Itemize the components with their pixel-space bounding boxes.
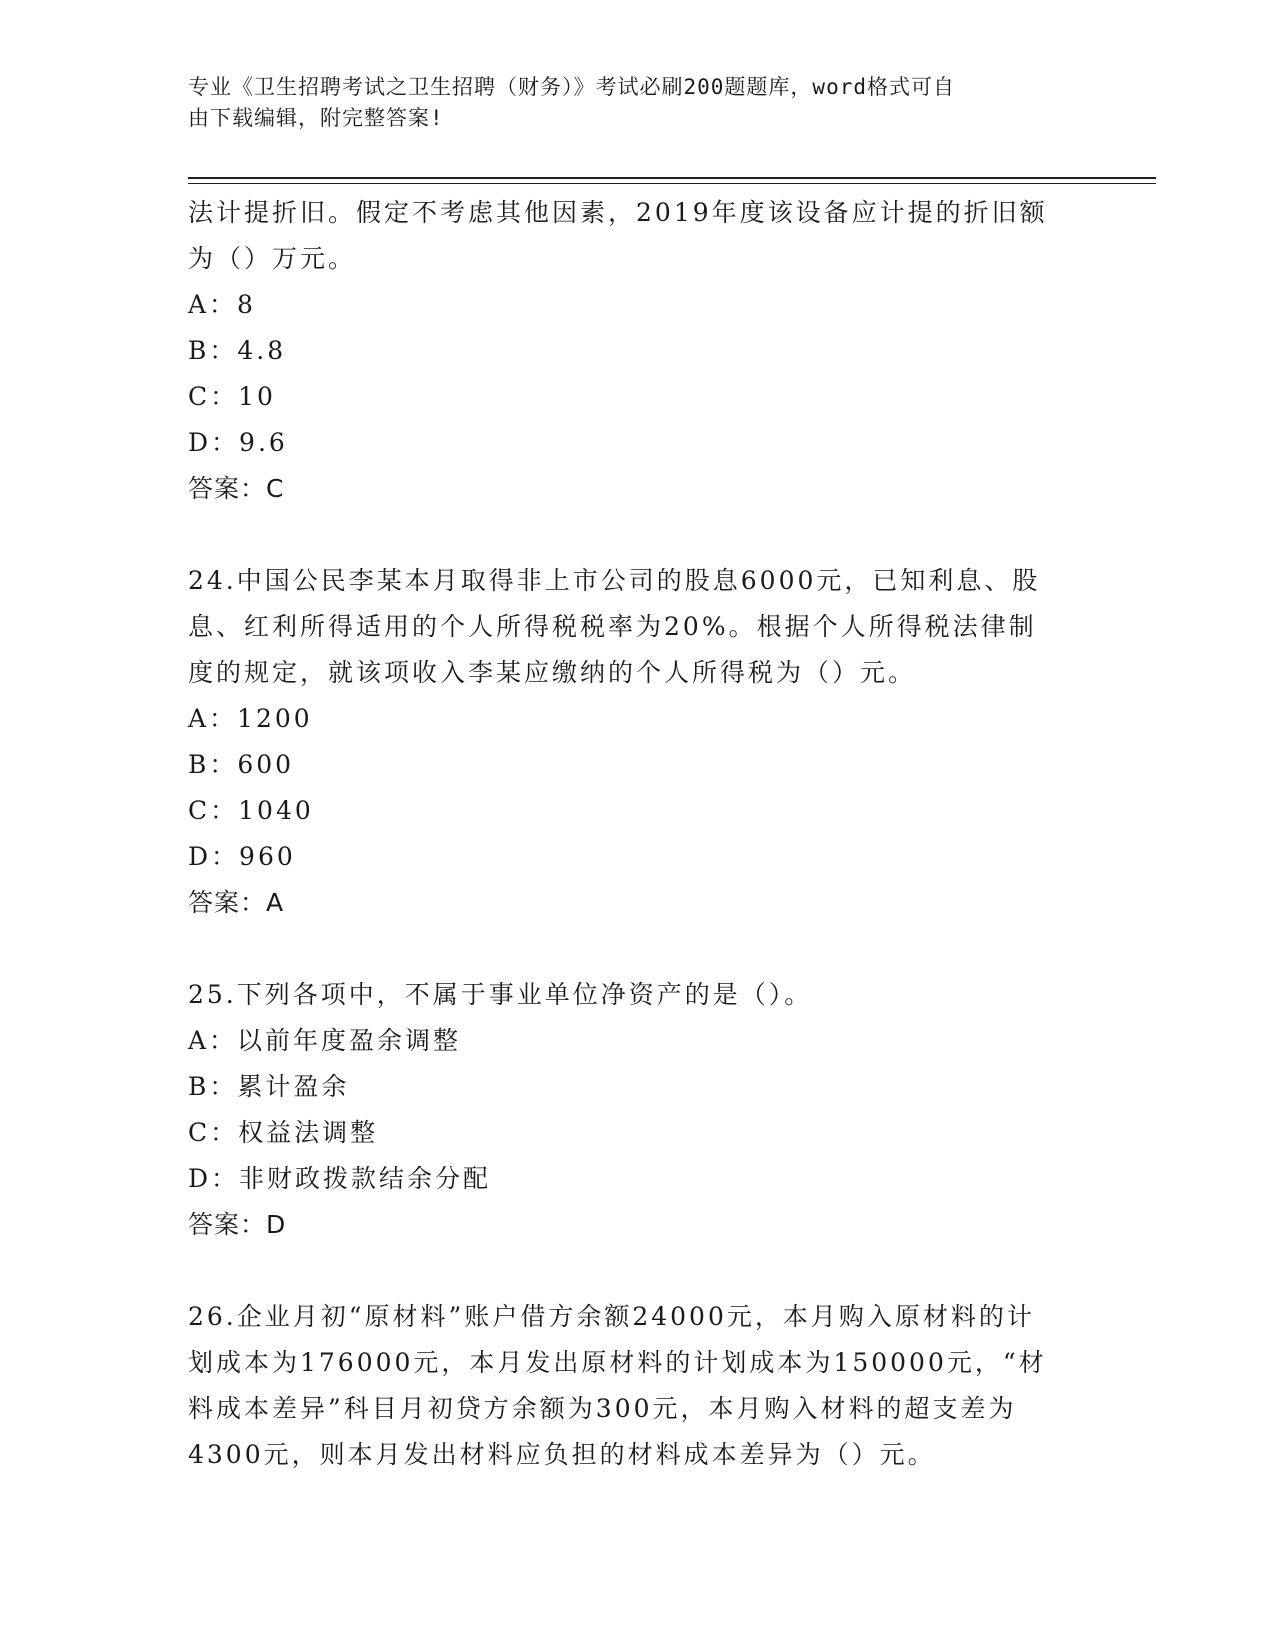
question-list [188,190,1088,1478]
option-b: B：600 [188,750,295,779]
question-26 [188,1294,1088,1478]
option-d: D：非财政拨款结余分配 [188,1164,492,1193]
question-24 [188,558,1088,926]
answer: 答案：D [188,1210,287,1239]
question-25 [188,972,1088,1248]
question-text-line: 料成本差异”科目月初贷方余额为300元，本月购入材料的超支差为 [188,1394,1017,1423]
question-text-line: 划成本为176000元，本月发出原材料的计划成本为150000元，“材 [188,1348,1047,1377]
option-c: C：1040 [188,796,314,825]
question-text-line: 25.下列各项中，不属于事业单位净资产的是（）。 [188,980,813,1009]
document-header [188,72,1068,134]
question-23 [188,190,1088,512]
option-a: A：8 [188,290,256,319]
question-text-line: 为（）万元。 [188,244,357,273]
question-text-line: 24.中国公民李某本月取得非上市公司的股息6000元，已知利息、股 [188,566,1041,595]
header-divider-thin [188,183,1156,184]
option-c: C：权益法调整 [188,1118,379,1147]
option-a: A：以前年度盈余调整 [188,1026,462,1055]
header-line-1: 专业《卫生招聘考试之卫生招聘（财务）》考试必刷200题题库，word格式可自 [188,75,955,99]
option-d: D：960 [188,842,296,871]
header-divider-thick [188,177,1156,179]
header-line-2: 由下载编辑，附完整答案! [188,106,444,130]
question-text-line: 度的规定，就该项收入李某应缴纳的个人所得税为（）元。 [188,658,917,687]
option-b: B：累计盈余 [188,1072,350,1101]
answer: 答案：C [188,474,285,503]
option-c: C：10 [188,382,276,411]
option-a: A：1200 [188,704,313,733]
answer: 答案：A [188,888,285,917]
option-d: D：9.6 [188,428,288,457]
option-b: B：4.8 [188,336,287,365]
question-text-line: 息、红利所得适用的个人所得税税率为20%。根据个人所得税法律制 [188,612,1037,641]
question-text-line: 26.企业月初“原材料”账户借方余额24000元，本月购入原材料的计 [188,1302,1035,1331]
question-text-line: 4300元，则本月发出材料应负担的材料成本差异为（）元。 [188,1440,936,1469]
question-text-line: 法计提折旧。假定不考虑其他因素，2019年度该设备应计提的折旧额 [188,198,1048,227]
